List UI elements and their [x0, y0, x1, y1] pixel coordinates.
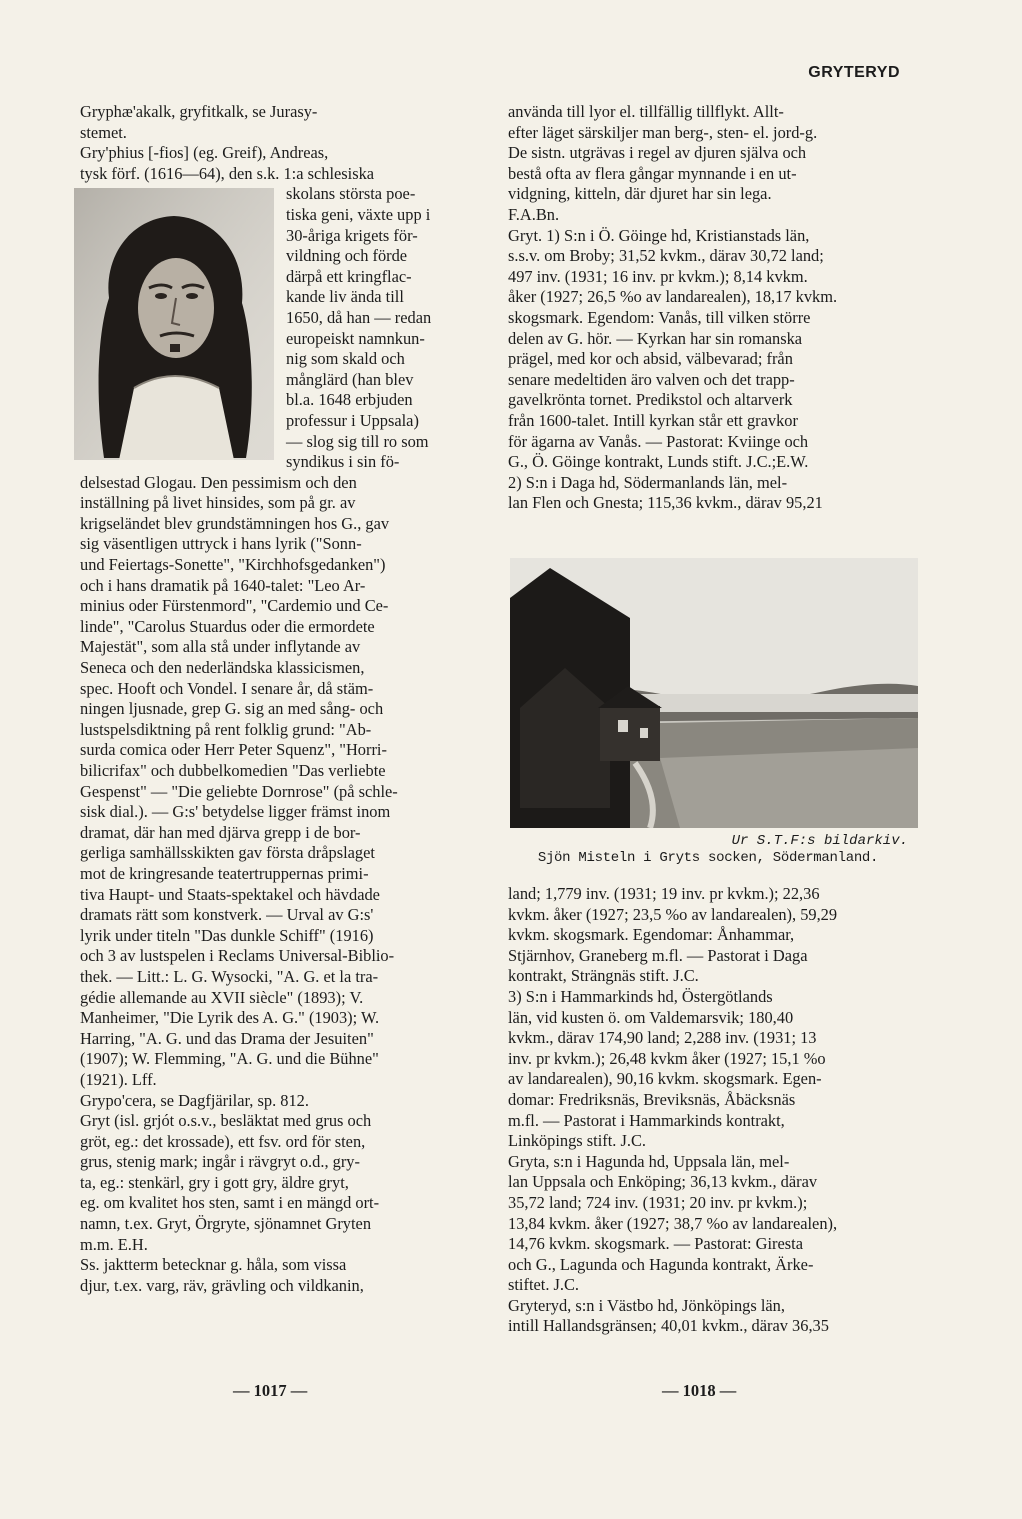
landscape-photo: [510, 558, 918, 828]
running-head: GRYTERYD: [808, 64, 900, 81]
right-text-top: använda till lyor el. tillfällig tillflykt. Allt- efter läget särskiljer man berg-, sten- el. jord-g. De sistn. utgrävas i regel av djuren själva och bestå ofta av flera gångar mynnande i en ut- vidgning, kitteln, där djuret har sin lega. F.A.Bn. Gryt. 1) S:n i Ö. Göinge hd, Kristianstads län, s.s.v. om Broby; 31,52 kvkm., därav 30,72 land; 497 inv. (1931; 16 inv. pr kvkm.); 8,14 kvkm. åker (1927; 26,5 %o av landarealen), 18,17 kvkm. skogsmark. Egendom: Vanås, till vilken större delen av G. hör. — Kyrkan har sin romanska prägel, med kor och absid, välbevarad; från senare medeltiden äro valven och det trapp- gavelkrönta tornet. Predikstol och altarverk från 1600-talet. Intill kyrkan står ett gravkor för ägarna av Vanås. — Pastorat: Kviinge och G., Ö. Göinge kontrakt, Lunds stift. J.C.;E.W. 2) S:n i Daga hd, Södermanlands län, mel- lan Flen och Gnesta; 115,36 kvkm., därav 95,21: [508, 102, 838, 513]
left-text-after-portrait: delsestad Glogau. Den pessimism och den inställning på livet hinsides, som på gr. av krigseländet blev grundstämningen hos G., gav sig väsentligen uttryck i hans lyrik ("Sonn- und Feiertags-Sonette", "Kirchhofsgedanken") och i hans dramatik på 1640-talet: "Leo Ar- minius oder Fürstenmord", "Cardemio und Ce- linde", "Carolus Stuardus oder die ermordete Majestät", som alla stå under inflytande av Seneca och den nederländska klassicismen, spec. Hooft och Vondel. I senare år, då stäm- ningen ljusnade, grep G. sig an med sång- och lustspelsdiktning på rent folklig grund: "Ab- surda comica oder Herr Peter Squenz", "Horri- bilicrifax" och dubbelkomedien "Das verliebte Gespenst" — "Die geliebte Dornrose" (på schle- sisk dial.). — G:s' betydelse ligger främst inom dramat, där han med djärva grepp i de bor- gerliga samhällsskikten gav första dråpslaget mot de kringresande teatertruppernas primi- tiva Haupt- und Staats-spektakel och hävdade dramats rätt som konstverk. — Urval av G:s' lyrik under titeln "Das dunkle Schiff" (1916) och 3 av lustspelen i Reclams Universal-Biblio- thek. — Litt.: L. G. Wysocki, "A. G. et la tra- gédie allemande au XVII siècle" (1893); V. Manheimer, "Die Lyrik des A. G." (1903); W. Harring, "A. G. und das Drama der Jesuiten" (1907); W. Flemming, "A. G. und die Bühne" (1921). Lff. Grypo'cera, se Dagfjärilar, sp. 812. Gryt (isl. grjót o.s.v., besläktat med grus och gröt, eg.: det krossade), ett fsv. ord för sten, grus, stenig mark; ingår i rävgryt o.d., gry- ta, eg.: stenkärl, gry i gott gry, äldre gryt, eg. om kvalitet hos sten, samt i en mängd ort- namn, t.ex. Gryt, Örgryte, sjönamnet Gryten m.m. E.H. Ss. jaktterm betecknar g. håla, som vissa djur, t.ex. varg, räv, grävling och vildkanin,: [80, 472, 398, 1295]
right-column: [508, 102, 918, 514]
right-text-bottom: land; 1,779 inv. (1931; 19 inv. pr kvkm.); 22,36 kvkm. åker (1927; 23,5 %o av landarealen), 59,29 kvkm. skogsmark. Egendomar: Ånhammar, Stjärnhov, Graneberg m.fl. — Pastorat i Daga kontrakt, Strängnäs stift. J.C. 3) S:n i Hammarkinds hd, Östergötlands län, vid kusten ö. om Valdemarsvik; 180,40 kvkm., därav 174,90 land; 2,288 inv. (1931; 13 inv. pr kvkm.); 26,48 kvkm åker (1927; 15,1 %o av landarealen), 90,16 kvkm. skogsmark. Egen- domar: Fredriksnäs, Breviksnäs, Åbäcksnäs m.fl. — Pastorat i Hammarkinds kontrakt, Linköpings stift. J.C. Gryta, s:n i Hagunda hd, Uppsala län, mel- lan Uppsala och Enköping; 36,13 kvkm., därav 35,72 land; 724 inv. (1931; 20 inv. pr kvkm.); 13,84 kvkm. åker (1927; 38,7 %o av landarealen), 14,76 kvkm. skogsmark. — Pastorat: Giresta och G., Lagunda och Hagunda kontrakt, Ärke- stiftet. J.C. Gryteryd, s:n i Västbo hd, Jönköpings län, intill Hallandsgränsen; 40,01 kvkm., därav 36,35: [508, 884, 838, 1336]
page-number-left: — 1017 —: [233, 1381, 308, 1400]
left-column: [80, 102, 485, 1296]
page-number-right: — 1018 —: [662, 1381, 737, 1400]
left-text-with-portrait: skolans största poe- tiska geni, växte upp i 30-åriga krigets för- vildning och förde därpå ett kringflac- kande liv ända till 1650, då han — redan europeiskt namnkun- nig som skald och månglärd (han blev bl.a. 1648 erbjuden professur i Uppsala) — slog sig till ro som syndikus i sin fö-: [286, 184, 432, 472]
photo-credit: Ur S.T.F:s bildarkiv.: [731, 833, 908, 849]
photo-caption: Sjön Misteln i Gryts socken, Södermanland.: [537, 850, 879, 866]
portrait-gryphius: [74, 188, 274, 460]
left-text-before-portrait: Gryphæ'akalk, gryfitkalk, se Jurasy- stemet. Gry'phius [-fios] (eg. Greif), Andreas, tysk förf. (1616—64), den s.k. 1:a schlesiska: [80, 102, 375, 183]
